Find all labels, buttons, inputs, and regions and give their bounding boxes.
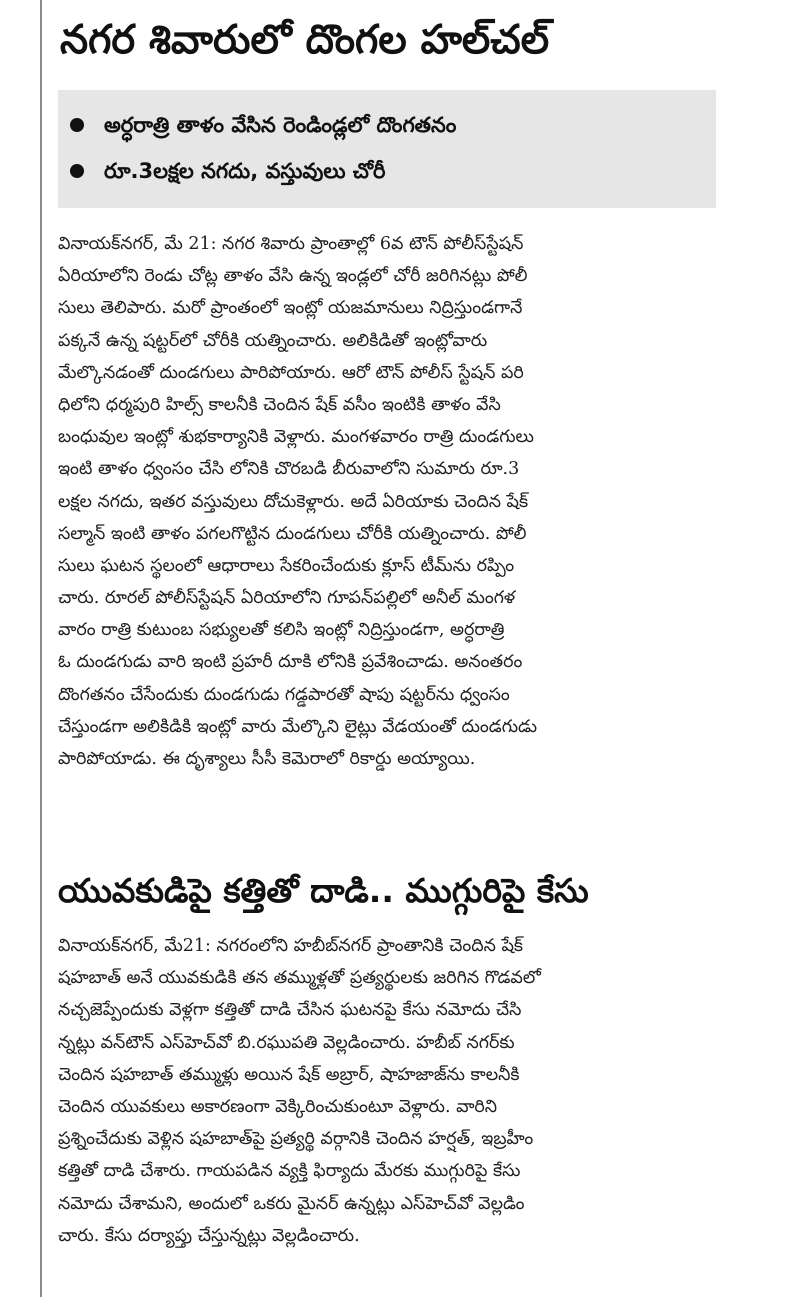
body-line: లక్షల నగదు, ఇతర వస్తువులు దోచుకెళ్లారు. అదే ఏరియాకు చెందిన షేక్ xyxy=(58,491,529,512)
body-line: నచ్చజెప్పేందుకు వెళ్లగా కత్తితో దాడి చేసిన ఘటనపై కేసు నమోదు చేసి xyxy=(58,1000,522,1021)
body-line: చారు. కేసు దర్యాప్తు చేస్తున్నట్లు వెల్లడించారు. xyxy=(58,1225,360,1246)
body-line: ఓ దుండగుడు వారి ఇంటి ప్రహరీ దూకి లోనికి ప్రవేశించాడు. అనంతరం xyxy=(58,652,523,673)
body-line: చారు. రూరల్ పోలీస్‌స్టేషన్ ఏరియాలోని గూపన్‌పల్లిలో అనీల్ మంగళ xyxy=(58,588,516,609)
body-line: ధిలోని ధర్మపురి హిల్స్ కాలనీకి చెందిన షేక్ వసీం ఇంటికి తాళం వేసి xyxy=(58,394,501,415)
body-line: న్నట్లు వన్‌టౌన్ ఎస్‌హెచ్‌వో బి.రఘుపతి వెల్లడించారు. హబీబ్ నగర్‌కు xyxy=(58,1032,515,1053)
body-line: సులు ఘటన స్థలంలో ఆధారాలు సేకరించేందుకు క్లూస్ టీమ్‌ను రప్పిం xyxy=(58,555,515,576)
highlight-item xyxy=(104,156,385,186)
body-line: పారిపోయాడు. ఈ దృశ్యాలు సీసీ కెమెరాలో రికార్డు అయ్యాయి. xyxy=(58,749,476,769)
body-line: ఇంటి తాళం ధ్వంసం చేసి లోనికి చొరబడి బీరువాలోని సుమారు రూ.3 xyxy=(58,459,520,480)
body-line: సల్మాన్ ఇంటి తాళం పగలగొట్టిన దుండగులు చోరీకి యత్నించారు. పోలీ xyxy=(58,523,527,544)
highlight-text: అర్ధరాత్రి తాళం వేసిన రెండిండ్లలో దొంగతనం xyxy=(104,113,457,137)
story-body-2 xyxy=(58,930,722,1252)
highlights-box xyxy=(58,90,716,208)
story-body xyxy=(58,228,722,775)
body-line: దొంగతనం చేసేందుకు దుండగుడు గడ్డపారతో షాపు షట్టర్‌ను ధ్వంసం xyxy=(58,684,510,705)
bullet-icon xyxy=(70,164,84,178)
body-line: వారం రాత్రి కుటుంబ సభ్యులతో కలిసి ఇంట్లో నిద్రిస్తుండగా, అర్ధరాత్రి xyxy=(58,620,505,641)
body-line: చెందిన షహబాత్ తమ్ముళ్లు అయిన షేక్ అబ్రార్, షాహజాజ్‌ను కాలనీకి xyxy=(58,1064,520,1085)
body-line: చేస్తుండగా అలికిడికి ఇంట్లో వారు మేల్కొని లైట్లు వేడయంతో దుండగుడు xyxy=(58,716,538,737)
sub-headline: యువకుడిపై కత్తితో దాడి.. ముగ్గురిపై కేసు xyxy=(58,871,589,910)
highlight-text: రూ.3లక్షల నగదు, వస్తువులు చోరీ xyxy=(104,159,386,183)
body-line: వినాయక్‌నగర్, మే 21: నగర శివారు ప్రాంతాల్లో 6వ టౌన్ పోలీస్‌స్టేషన్ xyxy=(58,234,524,254)
body-line: సులు తెలిపారు. మరో ప్రాంతంలో ఇంట్లో యజమానులు నిద్రిస్తుండగానే xyxy=(58,298,523,319)
body-line: పక్కనే ఉన్న షట్టర్‌లో చోరీకి యత్నించారు. అలికిడితో ఇంట్లోవారు xyxy=(58,330,488,351)
headline: నగర శివారులో దొంగల హల్‌చల్ xyxy=(60,17,550,63)
body-line: షహబాత్ అనే యువకుడికి తన తమ్ముళ్లతో ప్రత్యర్థులకు జరిగిన గొడవలో xyxy=(58,968,541,989)
body-line: చెందిన యువకులు అకారణంగా వెక్కిరించుకుంటూ వెళ్లారు. వారిని xyxy=(58,1096,498,1117)
body-line: నమోదు చేశామని, అందులో ఒకరు మైనర్ ఉన్నట్లు ఎస్‌హెచ్‌వో వెల్లడిం xyxy=(58,1193,525,1214)
body-line: ఏరియాలోని రెండు చోట్ల తాళం వేసి ఉన్న ఇండ్లలో చోరీ జరిగినట్లు పోలీ xyxy=(58,266,528,287)
column-rule xyxy=(40,0,42,1297)
body-line: బంధువుల ఇంట్లో శుభకార్యానికి వెళ్లారు. మంగళవారం రాత్రి దుండగులు xyxy=(58,427,534,448)
body-line: మేల్కొనడంతో దుండగులు పారిపోయారు. ఆరో టౌన్ పోలీస్ స్టేషన్ పరి xyxy=(58,362,524,383)
body-line: ప్రశ్నించేదుకు వెళ్లిన షహబాత్‌పై ప్రత్యర్థి వర్గానికి చెందిన హర్షత్, ఇబ్రహీం xyxy=(58,1129,534,1150)
highlight-item xyxy=(104,110,456,140)
bullet-icon xyxy=(70,118,84,132)
body-line: వినాయక్‌నగర్, మే21: నగరంలోని హబీబ్‌నగర్ ప్రాంతానికి చెందిన షేక్ xyxy=(58,936,524,956)
body-line: కత్తితో దాడి చేశారు. గాయపడిన వ్యక్తి ఫిర్యాదు మేరకు ముగ్గురిపై కేసు xyxy=(58,1161,521,1182)
